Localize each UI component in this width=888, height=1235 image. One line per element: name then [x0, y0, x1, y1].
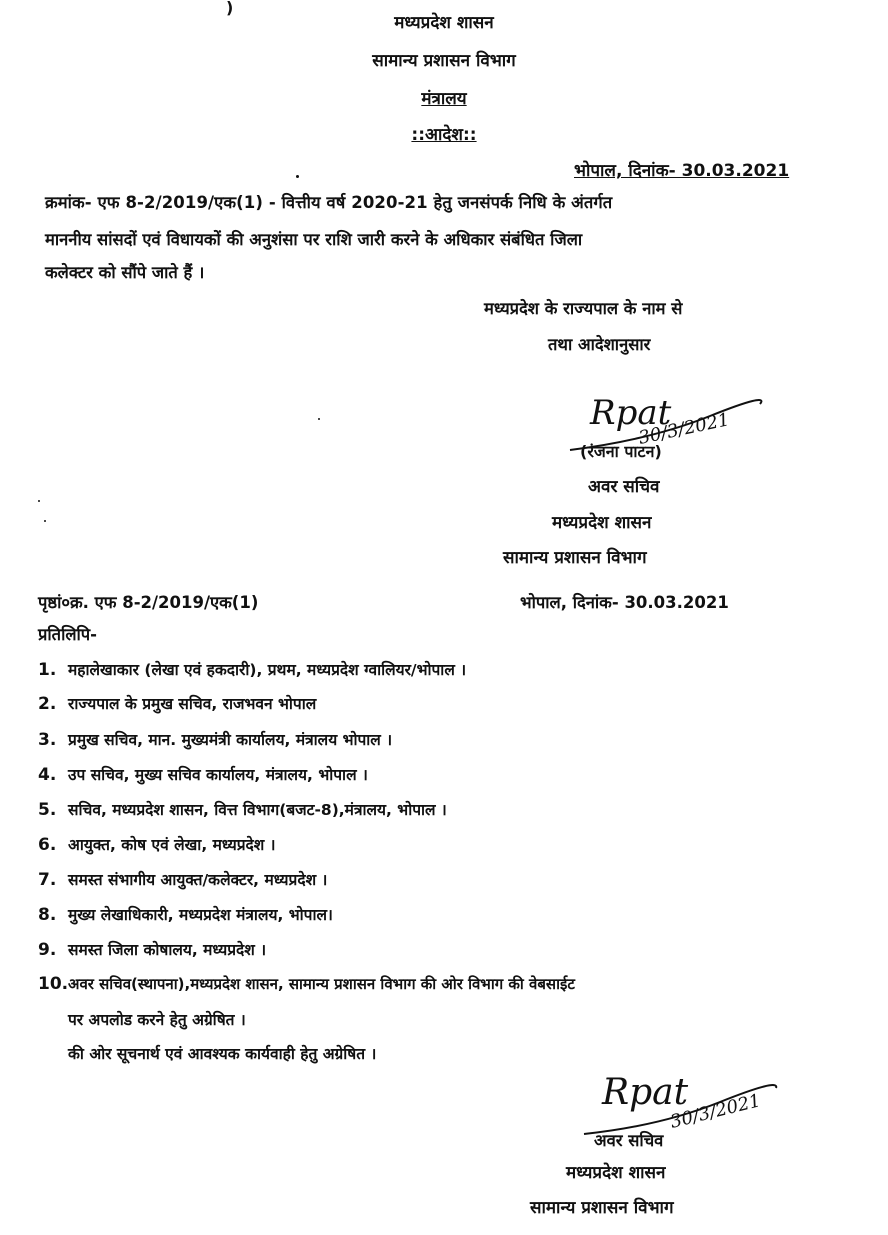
- scan-speck: [44, 520, 46, 522]
- list-item-text: अवर सचिव(स्थापना),मध्यप्रदेश शासन, सामान्य प्रशासन विभाग की ओर विभाग की वेबसाईट: [68, 975, 575, 993]
- copy-label: प्रतिलिपि-: [38, 625, 98, 644]
- signature-1-name: Rpat: [590, 393, 672, 433]
- list-item: [38, 938, 266, 960]
- list-item: [38, 868, 327, 890]
- list-item-text: राज्यपाल के प्रमुख सचिव, राजभवन भोपाल: [68, 695, 317, 713]
- order-place-date: भोपाल, दिनांक- 30.03.2021: [574, 161, 790, 181]
- list-item-text: महालेखाकार (लेखा एवं हकदारी), प्रथम, मध्यप्रदेश ग्वालियर/भोपाल ।: [68, 661, 467, 679]
- header-department: सामान्य प्रशासन विभाग: [372, 51, 516, 71]
- signature-1-date: 30/3/2021: [636, 409, 732, 449]
- list-item-text: आयुक्त, कोष एवं लेखा, मध्यप्रदेश ।: [68, 836, 276, 854]
- list-item-continuation: पर अपलोड करने हेतु अग्रेषित ।: [68, 1011, 246, 1029]
- header-office: मंत्रालय: [421, 89, 467, 109]
- list-item-text: प्रमुख सचिव, मान. मुख्यमंत्री कार्यालय, मंत्रालय भोपाल ।: [68, 731, 393, 749]
- list-item-number: 10.: [38, 974, 69, 994]
- list-item-number: 1.: [38, 660, 57, 680]
- list-item-number: 2.: [38, 694, 57, 714]
- list-item: [38, 658, 466, 680]
- signatory-government: मध्यप्रदेश शासन: [552, 513, 652, 533]
- list-item-number: 8.: [38, 905, 57, 925]
- authority-line-1: मध्यप्रदेश के राज्यपाल के नाम से: [484, 299, 683, 318]
- list-item-text: उप सचिव, मुख्य सचिव कार्यालय, मंत्रालय, भोपाल ।: [68, 766, 368, 784]
- order-line-3: कलेक्टर को सौंपे जाते हैं ।: [45, 263, 205, 282]
- list-item-number: 3.: [38, 730, 57, 750]
- list-item: [38, 974, 575, 994]
- signatory2-government: मध्यप्रदेश शासन: [566, 1163, 666, 1183]
- list-item-text: समस्त जिला कोषालय, मध्यप्रदेश ।: [68, 941, 267, 959]
- order-title: ::आदेश::: [411, 125, 477, 145]
- signatory-name: (रंजना पाटन): [580, 442, 662, 461]
- list-item: [38, 903, 333, 925]
- list-item-number: 5.: [38, 800, 57, 820]
- list-item-text: सचिव, मध्यप्रदेश शासन, वित्त विभाग(बजट-8),मंत्रालय, भोपाल ।: [68, 801, 447, 819]
- signatory2-designation: अवर सचिव: [594, 1131, 664, 1150]
- signatory2-department: सामान्य प्रशासन विभाग: [530, 1198, 674, 1218]
- endorsement-place-date: भोपाल, दिनांक- 30.03.2021: [520, 593, 729, 612]
- scan-speck: [296, 175, 299, 178]
- header-government: मध्यप्रदेश शासन: [394, 13, 494, 33]
- list-item-text: समस्त संभागीय आयुक्त/कलेक्टर, मध्यप्रदेश ।: [68, 871, 328, 889]
- list-item: [38, 833, 276, 855]
- list-item: [38, 692, 316, 714]
- list-item-number: 7.: [38, 870, 57, 890]
- order-line-2: माननीय सांसदों एवं विधायकों की अनुशंसा पर राशि जारी करने के अधिकार संबंधित जिला: [45, 230, 583, 249]
- signatory-department: सामान्य प्रशासन विभाग: [503, 548, 647, 568]
- list-item-number: 4.: [38, 765, 57, 785]
- list-item: [38, 798, 447, 820]
- list-item-number: 6.: [38, 835, 57, 855]
- signature-2-date: 30/3/2021: [668, 1090, 763, 1133]
- signatory-designation: अवर सचिव: [588, 477, 660, 497]
- list-item: [38, 728, 392, 750]
- order-line-1: क्रमांक- एफ 8-2/2019/एक(1) - वित्तीय वर्ष 2020-21 हेतु जनसंपर्क निधि के अंतर्गत: [45, 193, 613, 212]
- list-item: [38, 763, 368, 785]
- endorsement-number: पृष्ठां०क्र. एफ 8-2/2019/एक(1): [38, 593, 259, 612]
- list-item-number: 9.: [38, 940, 57, 960]
- closing-line: की ओर सूचनार्थ एवं आवश्यक कार्यवाही हेतु अग्रेषित ।: [68, 1045, 377, 1063]
- list-item-text: मुख्य लेखाधिकारी, मध्यप्रदेश मंत्रालय, भोपाल।: [68, 906, 333, 924]
- authority-line-2: तथा आदेशानुसार: [548, 335, 651, 354]
- scan-speck: [318, 418, 320, 420]
- scan-mark: ): [226, 0, 234, 17]
- scan-speck: [38, 500, 40, 502]
- signature-2-name: Rpat: [602, 1072, 689, 1113]
